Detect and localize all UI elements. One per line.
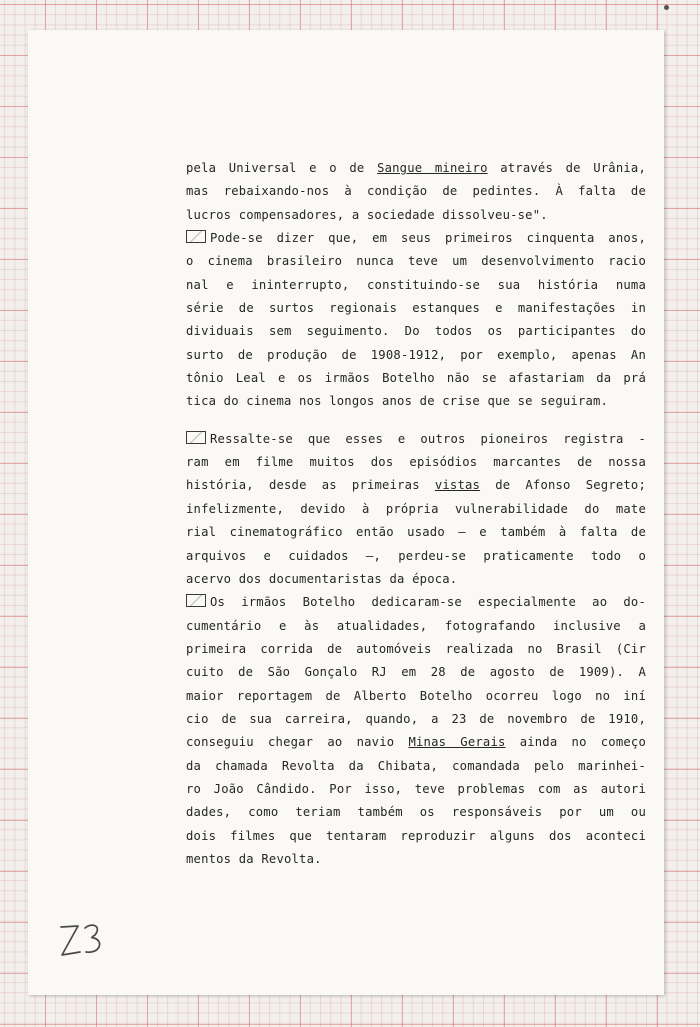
- text-segment: primeira corrida de automóveis realizada no Brasil (Cir: [186, 641, 646, 656]
- paragraph-marker-icon: [186, 594, 206, 607]
- text-segment: arquivos e cuidados —, perdeu-se praticamente todo o: [186, 548, 646, 563]
- text-line: [186, 474, 646, 497]
- text-line: [186, 250, 646, 273]
- text-segment: dividuais sem seguimento. Do todos os participantes do: [186, 324, 646, 339]
- text-segment: através de Urânia,: [487, 161, 646, 175]
- text-segment: dades, como teriam também os responsáveis por um ou: [186, 805, 646, 820]
- text-line: [186, 825, 646, 848]
- text-segment: rial cinematográfico então usado — e também à falta de: [186, 525, 646, 540]
- text-segment: surto de produção de 1908-1912, por exemplo, apenas An: [186, 347, 646, 362]
- text-line: [186, 390, 646, 413]
- paragraph-marker-icon: [186, 230, 206, 243]
- text-segment: nal e ininterrupto, constituindo-se sua história numa: [186, 277, 646, 292]
- text-segment: de Afonso Segreto;: [480, 478, 647, 493]
- text-line: [186, 568, 646, 591]
- handwritten-page-number: [58, 918, 106, 962]
- text-segment: tônio Leal e os irmãos Botelho não se afastariam da prá: [186, 371, 646, 386]
- text-line: [186, 708, 646, 731]
- text-segment: cumentário e às atualidades, fotografando inclusive a: [186, 618, 646, 633]
- text-line: [186, 367, 646, 390]
- text-line: [186, 545, 646, 568]
- text-segment: maior reportagem de Alberto Botelho ocorreu logo no iní: [186, 688, 646, 703]
- text-line: [186, 731, 646, 754]
- text-line: [186, 204, 646, 227]
- text-line: [186, 320, 646, 343]
- text-segment: Ressalte-se que esses e outros pioneiros registra -: [210, 431, 646, 446]
- text-line: [186, 274, 646, 297]
- paragraph-marker-icon: [186, 431, 206, 444]
- text-segment: da chamada Revolta da Chibata, comandada pelo marinhei-: [186, 758, 646, 773]
- text-segment: conseguiu chegar ao navio: [186, 735, 409, 750]
- text-line: [186, 801, 646, 824]
- text-segment: o cinema brasileiro nunca teve um desenvolvimento racio: [186, 254, 646, 269]
- underlined-title: Minas Gerais: [408, 735, 506, 750]
- text-line: [186, 848, 646, 871]
- text-line: [186, 685, 646, 708]
- text-segment: lucros compensadores, a sociedade dissolveu-se".: [186, 207, 548, 222]
- underlined-title: Sangue mineiro: [377, 161, 488, 175]
- paragraph-gap: [186, 414, 646, 428]
- text-segment: série de surtos regionais estanques e manifestações in: [186, 301, 646, 316]
- text-segment: infelizmente, devido à própria vulnerabilidade do mate: [186, 501, 646, 516]
- text-segment: dois filmes que tentaram reproduzir alguns dos aconteci: [186, 828, 646, 843]
- text-line: [186, 521, 646, 544]
- text-segment: mas rebaixando-nos à condição de pedintes. À falta de: [186, 184, 646, 199]
- text-line: [186, 180, 646, 203]
- text-line: [186, 755, 646, 778]
- text-segment: história, desde as primeiras: [186, 478, 435, 493]
- text-line: [186, 451, 646, 474]
- text-line: [186, 157, 646, 180]
- text-line: [186, 428, 646, 451]
- text-segment: ro João Cândido. Por isso, teve problemas com as autori: [186, 781, 646, 796]
- text-line: [186, 344, 646, 367]
- text-segment: ram em filme muitos dos episódios marcantes de nossa: [186, 455, 646, 470]
- text-line: [186, 297, 646, 320]
- text-line: [186, 591, 646, 614]
- text-line: [186, 498, 646, 521]
- underlined-title: vistas: [434, 478, 481, 493]
- text-segment: cuito de São Gonçalo RJ em 28 de agosto de 1909). A: [186, 665, 646, 680]
- text-segment: cio de sua carreira, quando, a 23 de novembro de 1910,: [186, 711, 646, 726]
- text-line: [186, 638, 646, 661]
- typewritten-text: [186, 157, 646, 871]
- text-segment: acervo dos documentaristas da época.: [186, 571, 458, 586]
- text-line: [186, 615, 646, 638]
- text-segment: tica do cinema nos longos anos de crise que se seguiram.: [186, 394, 609, 409]
- text-line: [186, 661, 646, 684]
- text-line: [186, 227, 646, 250]
- text-segment: pela Universal e o de: [186, 161, 378, 175]
- text-segment: ainda no começo: [505, 735, 646, 750]
- text-segment: Pode-se dizer que, em seus primeiros cinquenta anos,: [210, 231, 646, 246]
- text-segment: Os irmãos Botelho dedicaram-se especialmente ao do-: [210, 595, 646, 610]
- pin-mark: [664, 5, 669, 10]
- text-segment: mentos da Revolta.: [186, 851, 322, 866]
- text-line: [186, 778, 646, 801]
